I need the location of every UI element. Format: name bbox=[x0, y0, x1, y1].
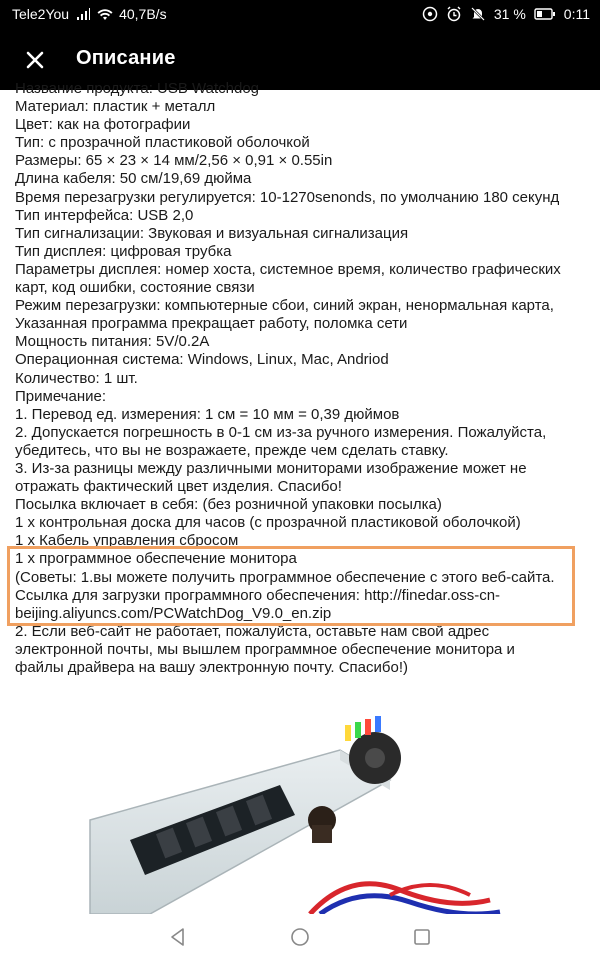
description-line: Тип сигнализации: Звуковая и визуальная сигнализация bbox=[15, 224, 409, 242]
description-line: 3. Из-за разницы между различными мониторами изображение может не bbox=[15, 459, 527, 477]
signal-icon bbox=[75, 6, 91, 22]
description-line: beijing.aliyuncs.com/PCWatchDog_V9.0_en.zip bbox=[15, 604, 332, 622]
description-line: 1 x Кабель управления сбросом bbox=[15, 532, 239, 550]
page-title: Описание bbox=[76, 47, 176, 69]
description-line: Цвет: как на фотографии bbox=[15, 116, 191, 134]
nav-bar bbox=[0, 914, 600, 960]
description-line: убедитесь, что вы не возражаете, прежде чем сделать ставку. bbox=[15, 441, 449, 459]
description-content[interactable] bbox=[0, 80, 600, 914]
description-line: Примечание: bbox=[15, 387, 106, 405]
product-image bbox=[90, 690, 510, 914]
description-line: Посылка включает в себя: (без розничной упаковки посылка) bbox=[15, 496, 442, 514]
description-line: Количество: 1 шт. bbox=[15, 369, 138, 387]
description-line: Время перезагрузки регулируется: 10-1270senonds, по умолчанию 180 секунд bbox=[15, 188, 560, 206]
description-line: Длина кабеля: 50 см/19,69 дюйма bbox=[15, 170, 252, 188]
description-line: файлы драйвера на вашу электронную почту. Спасибо!) bbox=[15, 659, 408, 676]
net-speed: 40,7B/s bbox=[119, 6, 167, 22]
description-line: Размеры: 65 × 23 × 14 мм/2,56 × 0,91 × 0.55in bbox=[15, 152, 333, 170]
eye-icon bbox=[422, 6, 438, 22]
carrier-label: Tele2You bbox=[12, 6, 70, 22]
description-line: 1. Перевод ед. измерения: 1 см = 10 мм = 0,39 дюймов bbox=[15, 405, 400, 423]
alarm-icon bbox=[446, 6, 462, 22]
description-line: Параметры дисплея: номер хоста, системное время, количество графических bbox=[15, 260, 561, 278]
description-line: Тип: с прозрачной пластиковой оболочкой bbox=[15, 134, 310, 152]
description-line: Указанная программа прекращает работу, поломка сети bbox=[15, 315, 408, 333]
battery-percent: 31 % bbox=[493, 6, 526, 22]
description-line: 2. Допускается погрешность в 0-1 см из-за ручного измерения. Пожалуйста, bbox=[15, 423, 547, 441]
home-icon[interactable] bbox=[290, 927, 310, 947]
description-line: (Советы: 1.вы можете получить программное обеспечение с этого веб-сайта. bbox=[15, 568, 555, 586]
description-line: карт, код ошибки, состояние связи bbox=[15, 279, 255, 297]
wifi-icon bbox=[97, 6, 113, 22]
description-line: Мощность питания: 5V/0.2A bbox=[15, 333, 210, 351]
recent-apps-icon[interactable] bbox=[412, 927, 432, 947]
description-line: электронной почты, мы вышлем программное обеспечение монитора и bbox=[15, 640, 515, 658]
description-line: отражать фактический цвет изделия. Спасибо! bbox=[15, 478, 342, 496]
description-line: 2. Если веб-сайт не работает, пожалуйста, оставьте нам свой адрес bbox=[15, 622, 490, 640]
description-line: Ссылка для загрузки программного обеспечения: http://finedar.oss-cn- bbox=[15, 586, 501, 604]
description-line: 1 x контрольная доска для часов (с прозрачной пластиковой оболочкой) bbox=[15, 514, 521, 532]
status-bar bbox=[0, 0, 600, 30]
description-line: Операционная система: Windows, Linux, Mac, Andriod bbox=[15, 351, 389, 369]
battery-icon bbox=[534, 7, 556, 21]
description-line: 1 x программное обеспечение монитора bbox=[15, 550, 297, 568]
description-line: Название продукта: USB Watchdog bbox=[15, 80, 260, 97]
description-line: Материал: пластик + металл bbox=[15, 98, 216, 116]
highlight-box bbox=[7, 546, 575, 626]
mute-icon bbox=[470, 6, 486, 22]
description-line: Тип дисплея: цифровая трубка bbox=[15, 242, 232, 260]
clock: 0:11 bbox=[563, 6, 590, 22]
description-line: Тип интерфейса: USB 2,0 bbox=[15, 206, 194, 224]
back-icon[interactable] bbox=[168, 927, 188, 947]
description-line: Режим перезагрузки: компьютерные сбои, синий экран, ненормальная карта, bbox=[15, 297, 554, 315]
close-icon[interactable] bbox=[22, 47, 48, 73]
